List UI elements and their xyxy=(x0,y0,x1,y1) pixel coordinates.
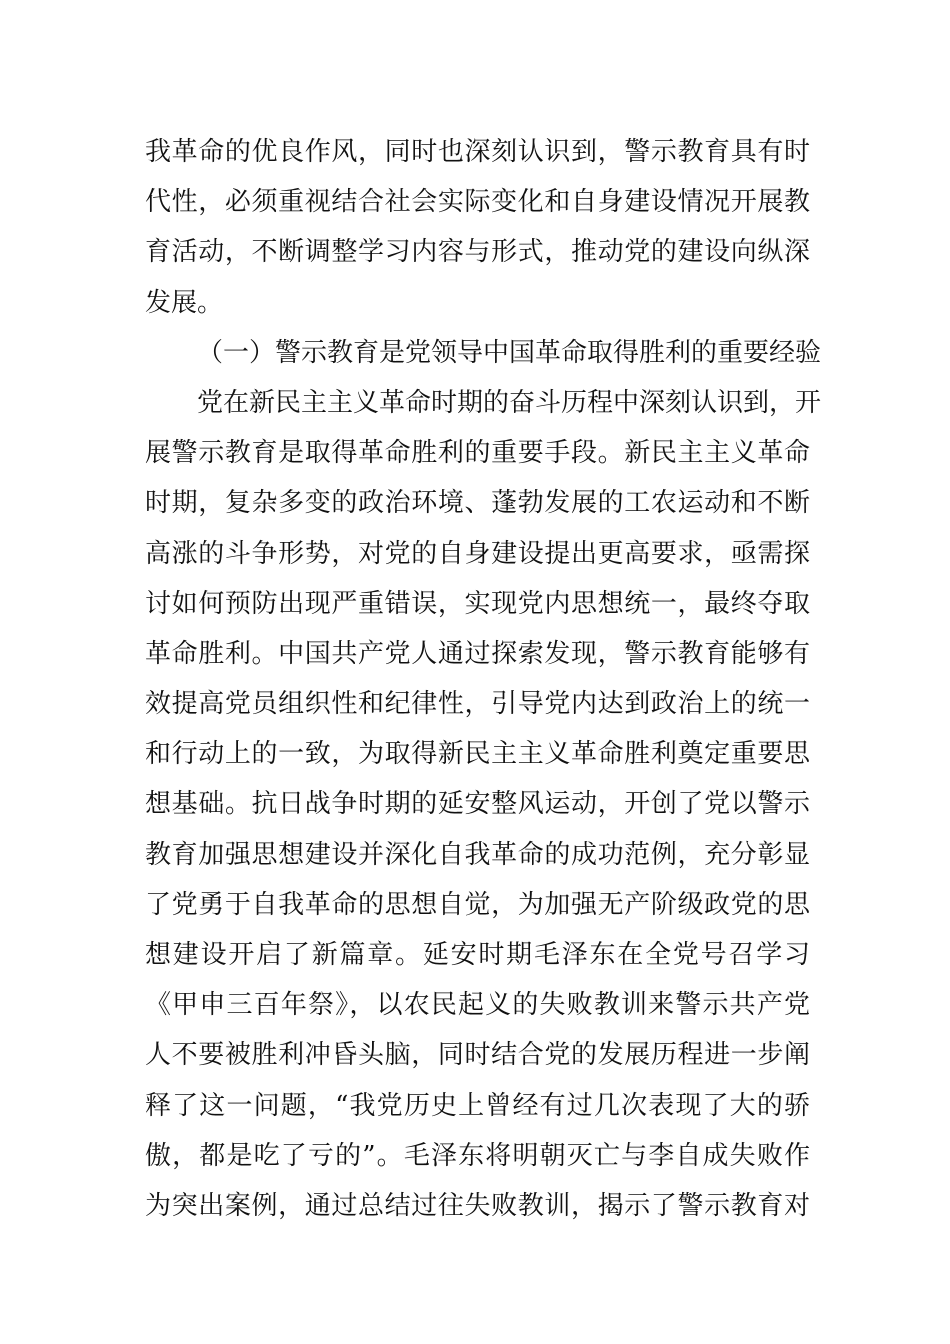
text-line: 时期，复杂多变的政治环境、蓬勃发展的工农运动和不断 xyxy=(145,488,810,519)
text-line: 想基础。抗日战争时期的延安整风运动，开创了党以警示 xyxy=(145,789,810,820)
text-line: 人不要被胜利冲昏头脑，同时结合党的发展历程进一步阐 xyxy=(145,1040,810,1071)
text-line: 想建设开启了新篇章。延安时期毛泽东在全党号召学习 xyxy=(145,940,810,970)
text-line: 了党勇于自我革命的思想自觉，为加强无产阶级政党的思 xyxy=(145,889,810,920)
text-line: 讨如何预防出现严重错误，实现党内思想统一，最终夺取 xyxy=(145,588,810,619)
text-line: 代性，必须重视结合社会实际变化和自身建设情况开展教 xyxy=(145,187,810,218)
text-line: 和行动上的一致，为取得新民主主义革命胜利奠定重要思 xyxy=(145,739,810,770)
text-line: 育活动，不断调整学习内容与形式，推动党的建设向纵深 xyxy=(145,237,810,268)
paragraph-2 xyxy=(145,378,822,1231)
text-line: 革命胜利。中国共产党人通过探索发现，警示教育能够有 xyxy=(145,638,810,669)
text-line: 《甲申三百年祭》，以农民起义的失败教训来警示共产党 xyxy=(145,990,810,1021)
text-line: 我革命的优良作风，同时也深刻认识到，警示教育具有时 xyxy=(145,137,810,167)
text-line: 效提高党员组织性和纪律性，引导党内达到政治上的统一 xyxy=(145,689,810,720)
text-line: 释了这一问题，“我党历史上曾经有过几次表现了大的骄 xyxy=(145,1090,810,1121)
section-heading: （一）警示教育是党领导中国革命取得胜利的重要经验 xyxy=(197,337,822,368)
text-line: 党在新民主主义革命时期的奋斗历程中深刻认识到，开 xyxy=(197,387,822,418)
paragraph-1 xyxy=(145,127,810,328)
text-line: 展警示教育是取得革命胜利的重要手段。新民主主义革命 xyxy=(145,438,810,469)
text-line: 高涨的斗争形势，对党的自身建设提出更高要求，亟需探 xyxy=(145,538,810,569)
text-line: 发展。 xyxy=(145,287,224,318)
document-body xyxy=(145,127,822,1231)
text-line: 教育加强思想建设并深化自我革命的成功范例，充分彰显 xyxy=(145,839,810,870)
text-line: 为突出案例，通过总结过往失败教训，揭示了警示教育对 xyxy=(145,1190,810,1221)
text-line: 傲，都是吃了亏的”。毛泽东将明朝灭亡与李自成失败作 xyxy=(145,1140,810,1171)
